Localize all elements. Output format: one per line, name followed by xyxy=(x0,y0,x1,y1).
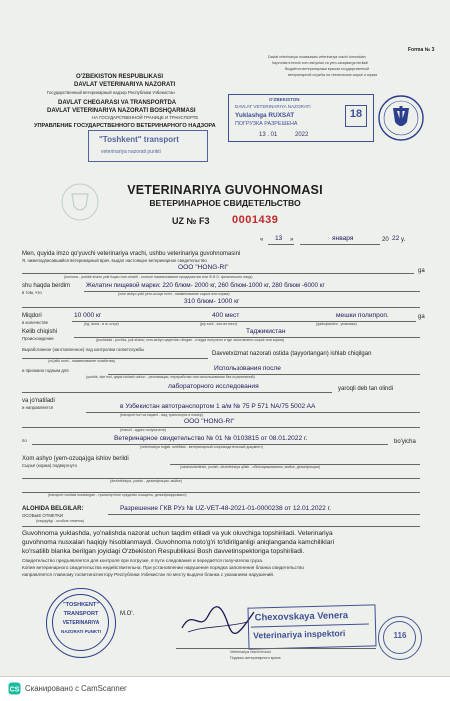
quantity-note-1: (kg, dona - в кг, штук) xyxy=(84,322,119,326)
org-ru-line3: УПРАВЛЕНИЕ ГОСУДАРСТВЕННОГО ВЕТЕРИНАРНОГО НАДЗОРА xyxy=(34,123,216,129)
basis-note: (veterinariya hujjati, sertifikat - ветеринарный сопроводительный документ) xyxy=(140,445,264,449)
issued-to-note: (korxona - yuridik shaxs yoki fuqaro ism-sharifi - полное наименование предприятия или Ф.И.О. физического лица) xyxy=(64,275,253,279)
transport-value: в Узбекистан автотранспортом 1 а/м № 75 P 571 NA/75 5002 AA xyxy=(120,403,316,410)
date-quote-close: » xyxy=(290,237,294,243)
org-uz-line3: DAVLAT CHEGARASI VA TRANSPORTDA xyxy=(58,100,177,106)
date-year: 22 xyxy=(392,235,400,242)
transport-note: (transport turi va raqami - вид транспорта и номер) xyxy=(120,413,203,417)
org-ru-line2: НА ГОСУДАРСТВЕННОЙ ГРАНИЦЕ И ТРАНСПОРТЕ xyxy=(92,115,199,120)
quantity-label-uz: Miqdori xyxy=(22,313,42,319)
warning-ru-1: Свидетельство предъявляется для контроля при погрузке, в пути следования и передаётся получателю груза. xyxy=(22,558,264,563)
origin-label-uz: Kelib chiqishi xyxy=(22,329,58,335)
org-ru-line1: Государственный ветеринарный надзор Республики Узбекистан xyxy=(47,90,175,95)
treatment-note: (yuridik, iste'mol, qayta ishlash uchun - реализации, переработки или использования без ограничений) xyxy=(86,375,255,379)
camscanner-icon xyxy=(8,682,21,695)
treatment-value: Использования после xyxy=(214,365,281,372)
raw-note-1: (zararsizlantirish, yuvish, dezinfeksiya qilish - обеззараживанию, мойке, дезинфекции) xyxy=(180,465,321,469)
date-year-suffix: y. xyxy=(401,237,406,243)
scanner-footer xyxy=(0,676,450,701)
recipient-value: ООО "HONG-RI" xyxy=(184,418,235,425)
warning-uz-1: Guvohnoma yuklashda, yo'nalishda nazorat uchun taqdim etiladi va yuk oluvchiga topshiriladi. Veterinariya xyxy=(22,530,333,537)
special-note: (haqiqiyligi - особые отметки) xyxy=(36,519,84,523)
quantity-packing: мешки полипроп. xyxy=(336,312,389,319)
svg-text:CS: CS xyxy=(9,686,20,694)
date-year-prefix: 20 xyxy=(382,237,389,243)
inspector-name-stamp: Chexovskaya Venera Veterinariya inspektori xyxy=(247,604,376,649)
intro-ru: Я, нижеподписавшийся ветеринарный врач, выдал настоящее ветеринарное свидетельство xyxy=(22,258,207,263)
quantity-label-ru: в количестве xyxy=(22,320,48,325)
toshkent-transport-stamp: "Toshkent" transport veterinariya nazorati punkti xyxy=(88,130,208,162)
loading-permitted-stamp: O'ZBEKISTON DAVLAT VETERINARIYA NAZORATI Yuklashga RUXSAT ПОГРУЗКА РАЗРЕШЕНА 18 13 . 01 2022 xyxy=(228,94,374,142)
lab-value: лабораторного исследования xyxy=(168,383,259,390)
basis-right-text: bo'yicha xyxy=(394,439,416,445)
quantity-ga: ga xyxy=(418,314,425,320)
production-label-ru: Выработанное (заготовленное) под контролем госветслужбы xyxy=(22,347,145,352)
signature-label-ru: Подпись ветеринарного врача xyxy=(230,656,281,660)
round-stamp-bottom-left: "TOSHKENT" TRANSPORT VETERINARIYA NAZORATI PUNKTI xyxy=(46,588,116,658)
goods-value-2: 310 блюм- 1000 кг xyxy=(184,298,240,305)
permit-stamp-year: 2022 xyxy=(295,132,309,138)
intro-uz: Men, quyida imzo qo'yuvchi veterinariya vrachi, ushbu veterinariya guvohnomasini xyxy=(22,251,241,257)
raw-note-2: (dezinfeksiya, yuvish - дезинфекции, мойке) xyxy=(110,479,182,483)
special-label-ru: ОСОБЫЕ ОТМЕТКИ xyxy=(22,513,64,518)
goods-label-uz: shu haqda berdim xyxy=(22,283,71,289)
warning-uz-3: ko'rsatilib blanka berilgan joyidagi O'zbekiston Respublikasi Bosh davvetinspektoriga topshiriladi. xyxy=(22,548,305,555)
form-note-3: Выдаётся ветеринарным врачом государственной xyxy=(285,67,370,71)
warning-ru-2: Копия ветеринарного свидетельства недействительна. При установлении нарушения порядка заполнения бланка свидетельство xyxy=(22,565,305,570)
origin-value: Таджикистан xyxy=(246,328,286,335)
org-uz-line4: DAVLAT VETERINARIYA NAZORATI BOSHQARMASI xyxy=(47,108,196,114)
basis-value: Ветеринарное свидетельство № 01 № 0103815 от 08.01.2022 г. xyxy=(114,435,308,442)
certificate-number: 0001439 xyxy=(232,214,279,226)
org-uz-line2: DAVLAT VETERINARIYA NAZORATI xyxy=(74,82,176,88)
quantity-units: 400 мест xyxy=(212,312,240,319)
issued-to: ООО "HONG-RI" xyxy=(178,264,229,271)
signature-label-uz: Veterinariya vrachi imzosi xyxy=(230,650,271,654)
origin-label-ru: Происхождение xyxy=(22,336,54,341)
date-quote-open: « xyxy=(260,237,264,243)
form-note-2: hayvonlarni texnik xom ashyolari va yem-ozuqalarga beriladi xyxy=(272,61,369,65)
form-number: Forma № 3 xyxy=(408,47,435,53)
warning-uz-2: guvohnoma nusxalari haqiqiy hisoblanmaydi. Guvohnoma noto'g'ri to'ldirilganligi aniqlanganda kamchiliklari xyxy=(22,539,335,546)
transport-label-ru: и направляется xyxy=(22,405,54,410)
goods-value-1: Желатин пищевой марки: 220 блюм- 2000 кг, 260 блюм-1000 кг, 280 блюм -6000 кг xyxy=(86,282,325,289)
basis-label-ru: по xyxy=(22,438,27,443)
treatment-label-ru: и признано годным для xyxy=(22,368,69,373)
vehicle-note: (transport vositasi tozalangan - транспортное средство очищено, дезинфицировано) xyxy=(48,493,187,497)
production-note: (xo'jalik nomi - наименование хозяйства) xyxy=(48,359,115,363)
veterinary-emblem-icon xyxy=(377,94,425,142)
permit-stamp-date: 13 . 01 xyxy=(259,132,278,138)
quantity-note-2: (joy soni - кол-во мест) xyxy=(200,322,238,326)
goods-label-ru: в том, что xyxy=(22,290,42,295)
form-note-4: ветеринарной службы на технические сырьё и корма xyxy=(288,73,378,77)
round-stamp-number: 116 xyxy=(378,616,422,660)
recipient-note: (manzil - адрес получателя) xyxy=(120,428,166,432)
quantity-weight: 10 000 кг xyxy=(74,312,102,319)
handwritten-signature xyxy=(178,602,258,638)
production-label-uz: Davvetxizmat nazorati ostida (tayyorlangan) ishlab chiqilgan xyxy=(212,351,372,357)
raw-label-uz: Xom ashyo (yem-ozuqa)ga ishlov berildi xyxy=(22,456,129,462)
date-month: января xyxy=(332,235,354,242)
form-note-1: Davlat veterinariya muassasasi veterinariya vrachi tomonidan xyxy=(268,55,366,59)
special-value: Разрешение ГКВ РУз № UZ-VET-48-2021-01-0000238 от 12.01.2022 г. xyxy=(120,505,332,512)
special-label-uz: ALOHIDA BELGILAR: xyxy=(22,506,84,512)
goods-note: (xom ashyo yoki yem-ozuqa nomi - наименование сырья или корма) xyxy=(118,292,230,296)
date-day: 13 xyxy=(275,235,283,242)
camscanner-caption: Сканировано с CamScanner xyxy=(25,684,127,693)
raw-label-ru: Сырьё (корма) подвергнуто xyxy=(22,463,78,468)
org-uz-line1: O'ZBEKISTON RESPUBLIKASI xyxy=(76,74,163,80)
quantity-note-3: (qadoqlanishi - упаковка) xyxy=(316,322,357,326)
certificate-title-ru: ВЕТЕРИНАРНОЕ СВИДЕТЕЛЬСТВО xyxy=(149,198,301,208)
certificate-title-uz: VETERINARIYA GUVOHNOMASI xyxy=(127,183,323,197)
lab-right-text: yaroqli deb tan olindi xyxy=(338,386,394,392)
origin-note: (pochtada - pochta, yuk shaxs; xom-ashyo qayerdan olingan - откуда получено и где заготовлено сырьё или корма) xyxy=(96,338,285,342)
stamp-place-label: M.O'. xyxy=(120,611,135,617)
permit-stamp-number: 18 xyxy=(349,108,363,120)
series-prefix: UZ № F3 xyxy=(172,216,210,226)
transport-label-uz: va jo'natiladi xyxy=(22,398,55,404)
issued-to-ga: ga xyxy=(418,268,425,274)
warning-ru-3: направляется главному госветинспектору Республики Узбекистан по месту выдачи бланка с указанием нарушений. xyxy=(22,572,275,577)
